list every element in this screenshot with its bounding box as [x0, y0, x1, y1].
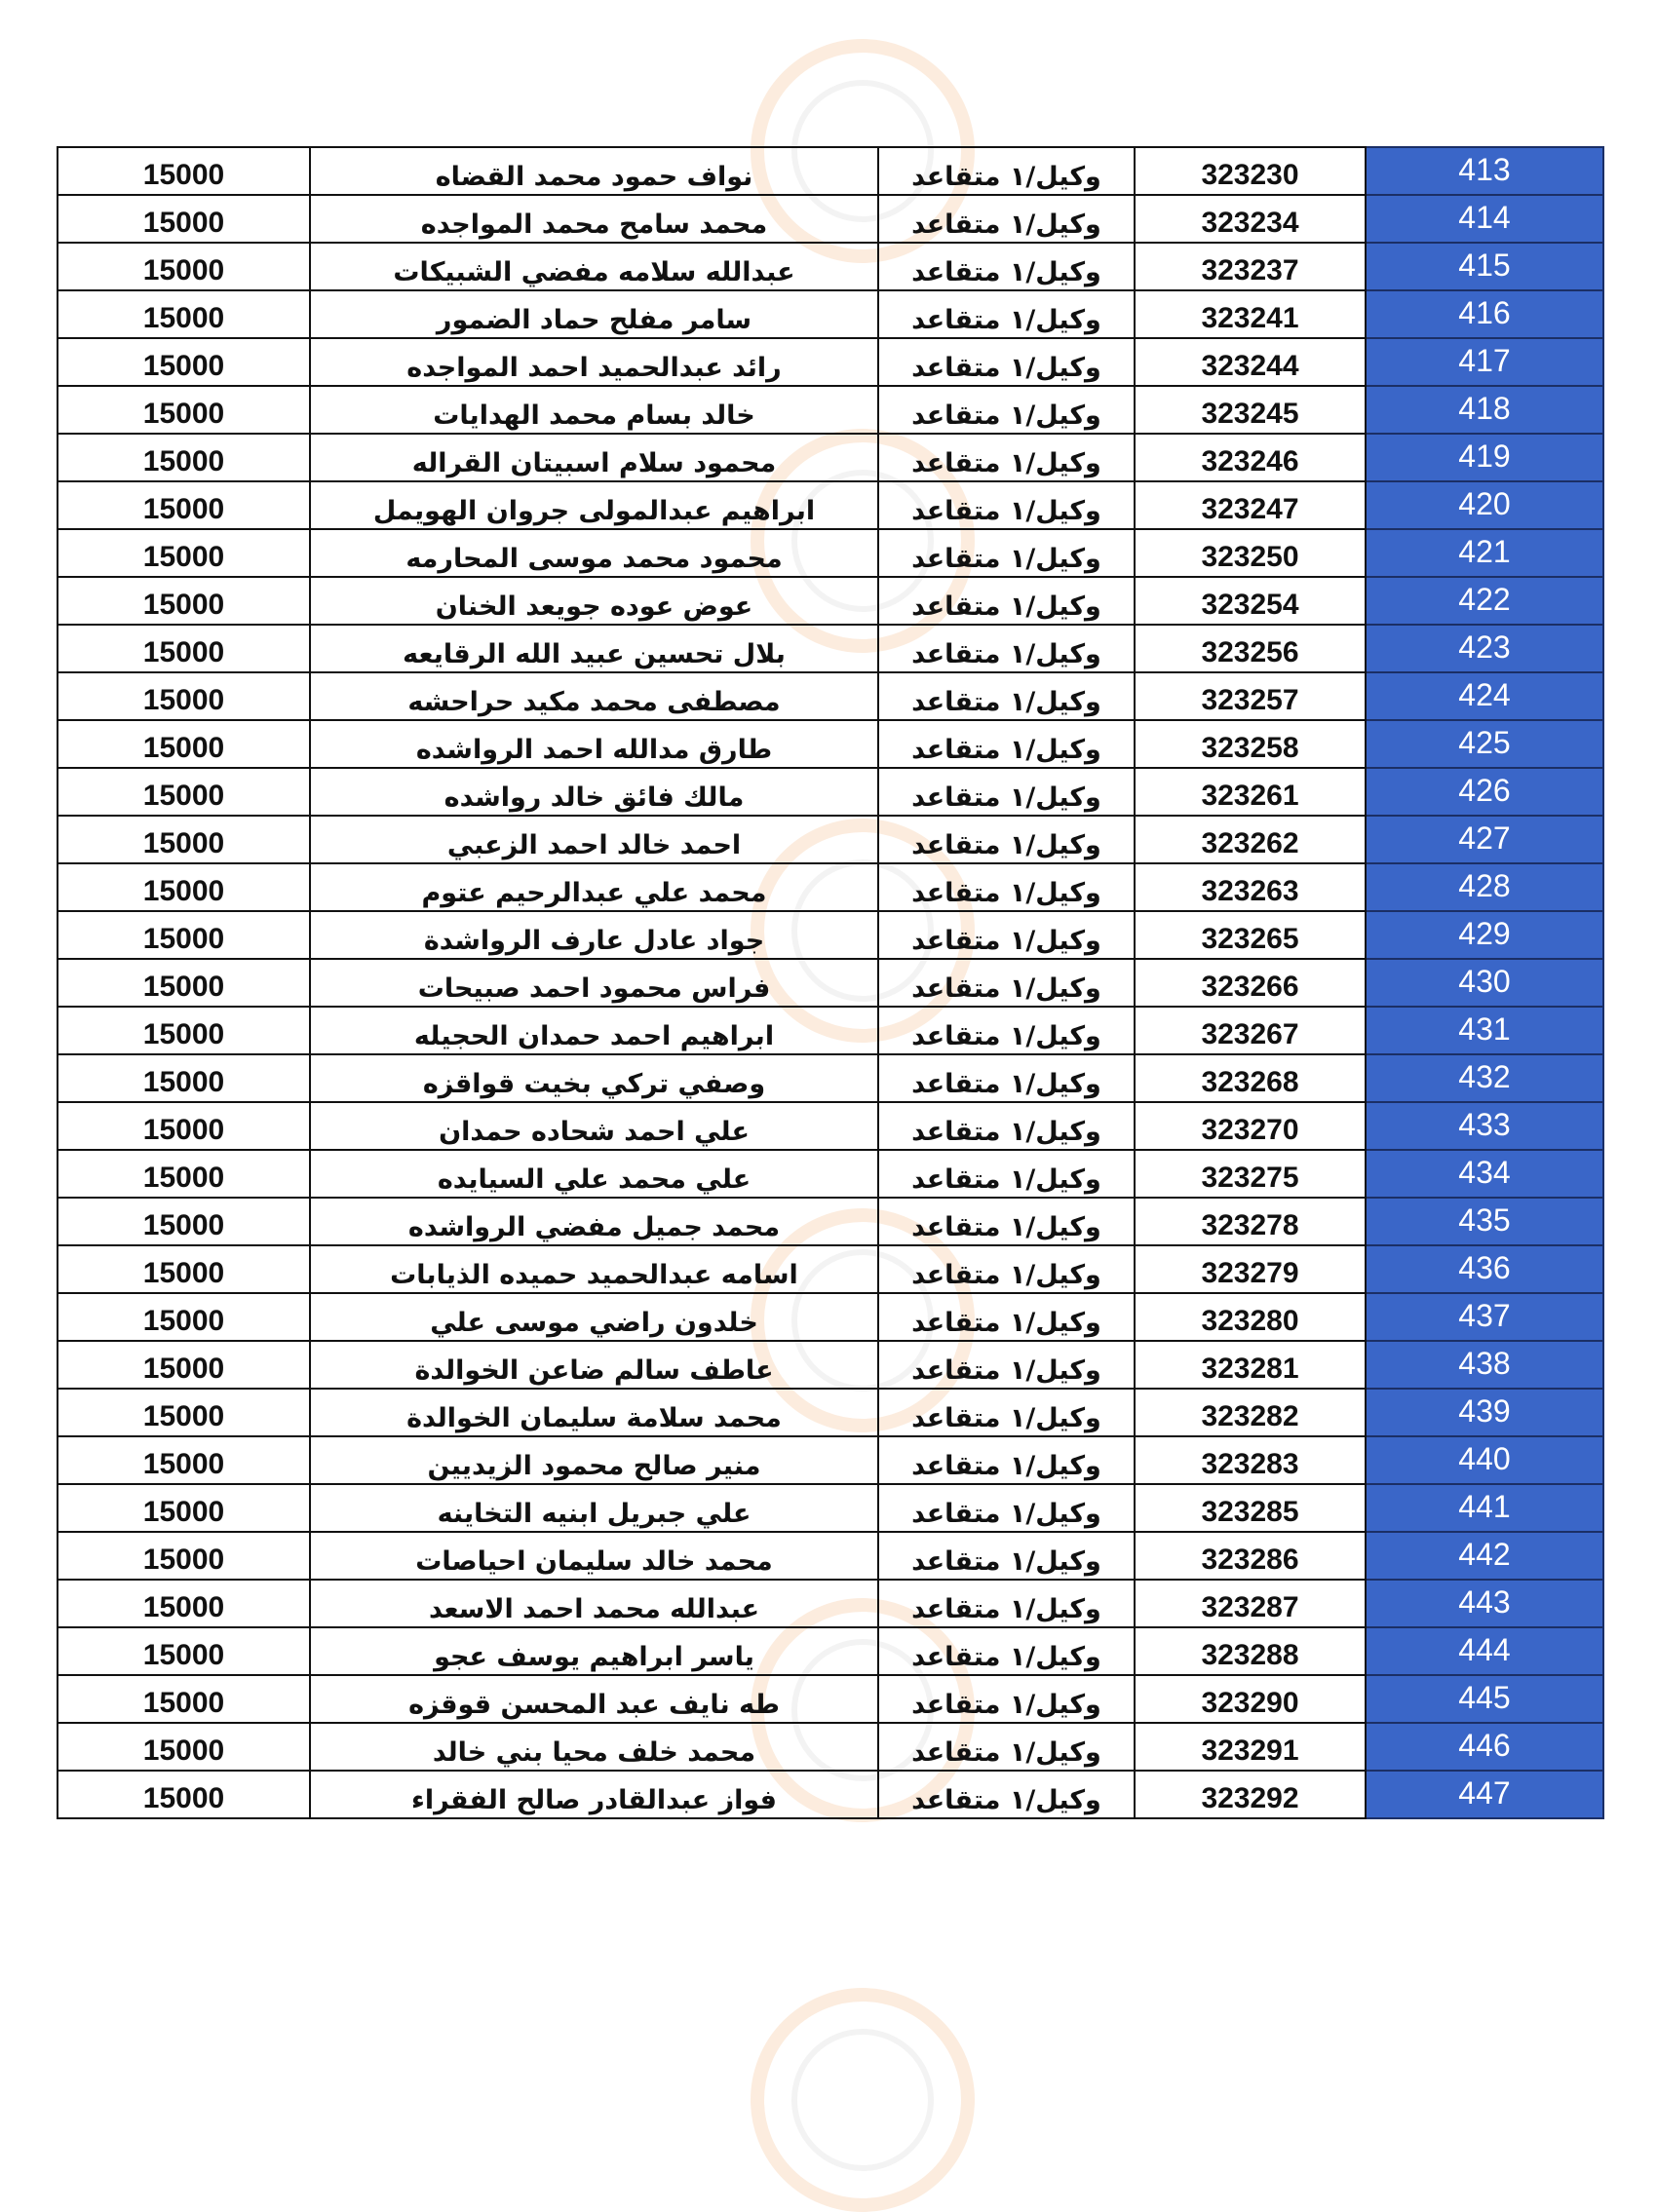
sequence-cell: 442: [1366, 1532, 1603, 1580]
code-cell: 323285: [1135, 1484, 1366, 1532]
rank-cell: وكيل/١ متقاعد: [878, 816, 1135, 863]
rank-cell: وكيل/١ متقاعد: [878, 1723, 1135, 1771]
rank-cell: وكيل/١ متقاعد: [878, 1293, 1135, 1341]
rank-cell: وكيل/١ متقاعد: [878, 1150, 1135, 1198]
sequence-cell: 430: [1366, 959, 1603, 1007]
rank-cell: وكيل/١ متقاعد: [878, 1007, 1135, 1054]
amount-cell: 15000: [58, 959, 310, 1007]
amount-cell: 15000: [58, 1007, 310, 1054]
rank-cell: وكيل/١ متقاعد: [878, 1771, 1135, 1818]
table-row: [58, 481, 1603, 529]
amount-cell: 15000: [58, 816, 310, 863]
table-row: [58, 529, 1603, 577]
table-row: [58, 1771, 1603, 1818]
code-cell: 323265: [1135, 911, 1366, 959]
code-cell: 323278: [1135, 1198, 1366, 1245]
rank-cell: وكيل/١ متقاعد: [878, 243, 1135, 290]
code-cell: 323282: [1135, 1389, 1366, 1436]
table-row: [58, 1580, 1603, 1627]
name-cell: نواف حمود محمد القضاه: [310, 147, 878, 195]
sequence-cell: 429: [1366, 911, 1603, 959]
amount-cell: 15000: [58, 1054, 310, 1102]
code-cell: 323256: [1135, 625, 1366, 672]
code-cell: 323279: [1135, 1245, 1366, 1293]
rank-cell: وكيل/١ متقاعد: [878, 1675, 1135, 1723]
table-row: [58, 911, 1603, 959]
code-cell: 323281: [1135, 1341, 1366, 1389]
amount-cell: 15000: [58, 434, 310, 481]
code-cell: 323263: [1135, 863, 1366, 911]
amount-cell: 15000: [58, 243, 310, 290]
code-cell: 323280: [1135, 1293, 1366, 1341]
amount-cell: 15000: [58, 768, 310, 816]
table-row: [58, 577, 1603, 625]
amount-cell: 15000: [58, 1389, 310, 1436]
rank-cell: وكيل/١ متقاعد: [878, 386, 1135, 434]
amount-cell: 15000: [58, 1627, 310, 1675]
amount-cell: 15000: [58, 290, 310, 338]
sequence-cell: 441: [1366, 1484, 1603, 1532]
rank-cell: وكيل/١ متقاعد: [878, 577, 1135, 625]
rank-cell: وكيل/١ متقاعد: [878, 1389, 1135, 1436]
name-cell: سامر مفلح حماد الضمور: [310, 290, 878, 338]
code-cell: 323245: [1135, 386, 1366, 434]
amount-cell: 15000: [58, 147, 310, 195]
sequence-cell: 446: [1366, 1723, 1603, 1771]
code-cell: 323268: [1135, 1054, 1366, 1102]
name-cell: عبدالله محمد احمد الاسعد: [310, 1580, 878, 1627]
name-cell: منير صالح محمود الزيديين: [310, 1436, 878, 1484]
rank-cell: وكيل/١ متقاعد: [878, 911, 1135, 959]
rank-cell: وكيل/١ متقاعد: [878, 625, 1135, 672]
name-cell: محمد خالد سليمان احياصات: [310, 1532, 878, 1580]
table-row: [58, 625, 1603, 672]
rank-cell: وكيل/١ متقاعد: [878, 434, 1135, 481]
amount-cell: 15000: [58, 1723, 310, 1771]
code-cell: 323250: [1135, 529, 1366, 577]
name-cell: اسامه عبدالحميد حميده الذيابات: [310, 1245, 878, 1293]
sequence-cell: 425: [1366, 720, 1603, 768]
name-cell: عاطف سالم ضاعن الخوالدة: [310, 1341, 878, 1389]
rank-cell: وكيل/١ متقاعد: [878, 768, 1135, 816]
sequence-cell: 415: [1366, 243, 1603, 290]
table-row: [58, 1341, 1603, 1389]
name-cell: محمد جميل مفضي الرواشده: [310, 1198, 878, 1245]
rank-cell: وكيل/١ متقاعد: [878, 195, 1135, 243]
name-cell: رائد عبدالحميد احمد المواجده: [310, 338, 878, 386]
table-row: [58, 768, 1603, 816]
table-row: [58, 1723, 1603, 1771]
name-cell: طارق مدالله احمد الرواشده: [310, 720, 878, 768]
sequence-cell: 417: [1366, 338, 1603, 386]
table-row: [58, 1389, 1603, 1436]
table-row: [58, 1293, 1603, 1341]
code-cell: 323288: [1135, 1627, 1366, 1675]
amount-cell: 15000: [58, 1150, 310, 1198]
name-cell: محمود سلام اسبيتان القراله: [310, 434, 878, 481]
sequence-cell: 433: [1366, 1102, 1603, 1150]
table-row: [58, 672, 1603, 720]
rank-cell: وكيل/١ متقاعد: [878, 1532, 1135, 1580]
table-row: [58, 1675, 1603, 1723]
name-cell: خلدون راضي موسى علي: [310, 1293, 878, 1341]
sequence-cell: 432: [1366, 1054, 1603, 1102]
sequence-cell: 419: [1366, 434, 1603, 481]
sequence-cell: 413: [1366, 147, 1603, 195]
name-cell: مصطفى محمد مكيد حراحشه: [310, 672, 878, 720]
table-row: [58, 338, 1603, 386]
table-row: [58, 816, 1603, 863]
rank-cell: وكيل/١ متقاعد: [878, 1198, 1135, 1245]
code-cell: 323275: [1135, 1150, 1366, 1198]
name-cell: طه نايف عبد المحسن قوقزه: [310, 1675, 878, 1723]
rank-cell: وكيل/١ متقاعد: [878, 672, 1135, 720]
sequence-cell: 428: [1366, 863, 1603, 911]
amount-cell: 15000: [58, 577, 310, 625]
sequence-cell: 447: [1366, 1771, 1603, 1818]
table-row: [58, 863, 1603, 911]
rank-cell: وكيل/١ متقاعد: [878, 1102, 1135, 1150]
sequence-cell: 437: [1366, 1293, 1603, 1341]
name-cell: محمد سامح محمد المواجده: [310, 195, 878, 243]
amount-cell: 15000: [58, 1245, 310, 1293]
amount-cell: 15000: [58, 1436, 310, 1484]
rank-cell: وكيل/١ متقاعد: [878, 1341, 1135, 1389]
code-cell: 323270: [1135, 1102, 1366, 1150]
sequence-cell: 421: [1366, 529, 1603, 577]
amount-cell: 15000: [58, 911, 310, 959]
table-row: [58, 1198, 1603, 1245]
amount-cell: 15000: [58, 1341, 310, 1389]
amount-cell: 15000: [58, 625, 310, 672]
name-cell: بلال تحسين عبيد الله الرقايعه: [310, 625, 878, 672]
sequence-cell: 440: [1366, 1436, 1603, 1484]
sequence-cell: 416: [1366, 290, 1603, 338]
name-cell: محمود محمد موسى المحارمه: [310, 529, 878, 577]
sequence-cell: 431: [1366, 1007, 1603, 1054]
table-row: [58, 720, 1603, 768]
code-cell: 323230: [1135, 147, 1366, 195]
table-body: [58, 147, 1603, 1818]
rank-cell: وكيل/١ متقاعد: [878, 1054, 1135, 1102]
table-row: [58, 1245, 1603, 1293]
amount-cell: 15000: [58, 386, 310, 434]
name-cell: عوض عوده جويعد الخنان: [310, 577, 878, 625]
rank-cell: وكيل/١ متقاعد: [878, 1580, 1135, 1627]
code-cell: 323237: [1135, 243, 1366, 290]
amount-cell: 15000: [58, 1293, 310, 1341]
code-cell: 323247: [1135, 481, 1366, 529]
sequence-cell: 443: [1366, 1580, 1603, 1627]
name-cell: ابراهيم احمد حمدان الحجيله: [310, 1007, 878, 1054]
name-cell: جواد عادل عارف الرواشدة: [310, 911, 878, 959]
name-cell: محمد سلامة سليمان الخوالدة: [310, 1389, 878, 1436]
sequence-cell: 418: [1366, 386, 1603, 434]
rank-cell: وكيل/١ متقاعد: [878, 1436, 1135, 1484]
sequence-cell: 436: [1366, 1245, 1603, 1293]
amount-cell: 15000: [58, 1580, 310, 1627]
code-cell: 323290: [1135, 1675, 1366, 1723]
name-cell: وصفي تركي بخيت قواقزه: [310, 1054, 878, 1102]
code-cell: 323257: [1135, 672, 1366, 720]
sequence-cell: 422: [1366, 577, 1603, 625]
code-cell: 323267: [1135, 1007, 1366, 1054]
code-cell: 323244: [1135, 338, 1366, 386]
sequence-cell: 424: [1366, 672, 1603, 720]
code-cell: 323261: [1135, 768, 1366, 816]
table-row: [58, 1150, 1603, 1198]
rank-cell: وكيل/١ متقاعد: [878, 1245, 1135, 1293]
rank-cell: وكيل/١ متقاعد: [878, 1627, 1135, 1675]
sequence-cell: 423: [1366, 625, 1603, 672]
name-cell: محمد خلف محيا بني خالد: [310, 1723, 878, 1771]
sequence-cell: 444: [1366, 1627, 1603, 1675]
code-cell: 323266: [1135, 959, 1366, 1007]
personnel-table: [57, 146, 1604, 1819]
rank-cell: وكيل/١ متقاعد: [878, 290, 1135, 338]
amount-cell: 15000: [58, 1484, 310, 1532]
sequence-cell: 427: [1366, 816, 1603, 863]
code-cell: 323262: [1135, 816, 1366, 863]
amount-cell: 15000: [58, 1102, 310, 1150]
amount-cell: 15000: [58, 1675, 310, 1723]
name-cell: ياسر ابراهيم يوسف عجو: [310, 1627, 878, 1675]
rank-cell: وكيل/١ متقاعد: [878, 529, 1135, 577]
table-row: [58, 1532, 1603, 1580]
name-cell: احمد خالد احمد الزعبي: [310, 816, 878, 863]
rank-cell: وكيل/١ متقاعد: [878, 720, 1135, 768]
name-cell: علي محمد علي السيايده: [310, 1150, 878, 1198]
amount-cell: 15000: [58, 338, 310, 386]
sequence-cell: 439: [1366, 1389, 1603, 1436]
name-cell: عبدالله سلامه مفضي الشبيكات: [310, 243, 878, 290]
table-row: [58, 1627, 1603, 1675]
code-cell: 323292: [1135, 1771, 1366, 1818]
code-cell: 323234: [1135, 195, 1366, 243]
amount-cell: 15000: [58, 1198, 310, 1245]
rank-cell: وكيل/١ متقاعد: [878, 959, 1135, 1007]
code-cell: 323241: [1135, 290, 1366, 338]
amount-cell: 15000: [58, 863, 310, 911]
code-cell: 323246: [1135, 434, 1366, 481]
table-row: [58, 386, 1603, 434]
code-cell: 323291: [1135, 1723, 1366, 1771]
sequence-cell: 435: [1366, 1198, 1603, 1245]
table-row: [58, 147, 1603, 195]
table-row: [58, 959, 1603, 1007]
sequence-cell: 414: [1366, 195, 1603, 243]
name-cell: ابراهيم عبدالمولى جروان الهويمل: [310, 481, 878, 529]
code-cell: 323258: [1135, 720, 1366, 768]
name-cell: فواز عبدالقادر صالح الفقراء: [310, 1771, 878, 1818]
table-row: [58, 434, 1603, 481]
name-cell: محمد علي عبدالرحيم عتوم: [310, 863, 878, 911]
table-row: [58, 1054, 1603, 1102]
rank-cell: وكيل/١ متقاعد: [878, 338, 1135, 386]
table-row: [58, 1436, 1603, 1484]
watermark-clock-icon: [751, 1988, 975, 2212]
amount-cell: 15000: [58, 195, 310, 243]
rank-cell: وكيل/١ متقاعد: [878, 147, 1135, 195]
amount-cell: 15000: [58, 529, 310, 577]
rank-cell: وكيل/١ متقاعد: [878, 1484, 1135, 1532]
amount-cell: 15000: [58, 1771, 310, 1818]
table-row: [58, 1102, 1603, 1150]
sequence-cell: 434: [1366, 1150, 1603, 1198]
amount-cell: 15000: [58, 672, 310, 720]
amount-cell: 15000: [58, 720, 310, 768]
code-cell: 323286: [1135, 1532, 1366, 1580]
table-row: [58, 195, 1603, 243]
name-cell: علي احمد شحاده حمدان: [310, 1102, 878, 1150]
name-cell: علي جبريل ابنيه التخاينه: [310, 1484, 878, 1532]
sequence-cell: 420: [1366, 481, 1603, 529]
sequence-cell: 426: [1366, 768, 1603, 816]
name-cell: فراس محمود احمد صبيحات: [310, 959, 878, 1007]
code-cell: 323283: [1135, 1436, 1366, 1484]
amount-cell: 15000: [58, 1532, 310, 1580]
sequence-cell: 438: [1366, 1341, 1603, 1389]
sequence-cell: 445: [1366, 1675, 1603, 1723]
code-cell: 323254: [1135, 577, 1366, 625]
table-row: [58, 290, 1603, 338]
rank-cell: وكيل/١ متقاعد: [878, 863, 1135, 911]
table-row: [58, 243, 1603, 290]
amount-cell: 15000: [58, 481, 310, 529]
table-row: [58, 1484, 1603, 1532]
rank-cell: وكيل/١ متقاعد: [878, 481, 1135, 529]
code-cell: 323287: [1135, 1580, 1366, 1627]
name-cell: مالك فائق خالد رواشده: [310, 768, 878, 816]
name-cell: خالد بسام محمد الهدايات: [310, 386, 878, 434]
table-row: [58, 1007, 1603, 1054]
